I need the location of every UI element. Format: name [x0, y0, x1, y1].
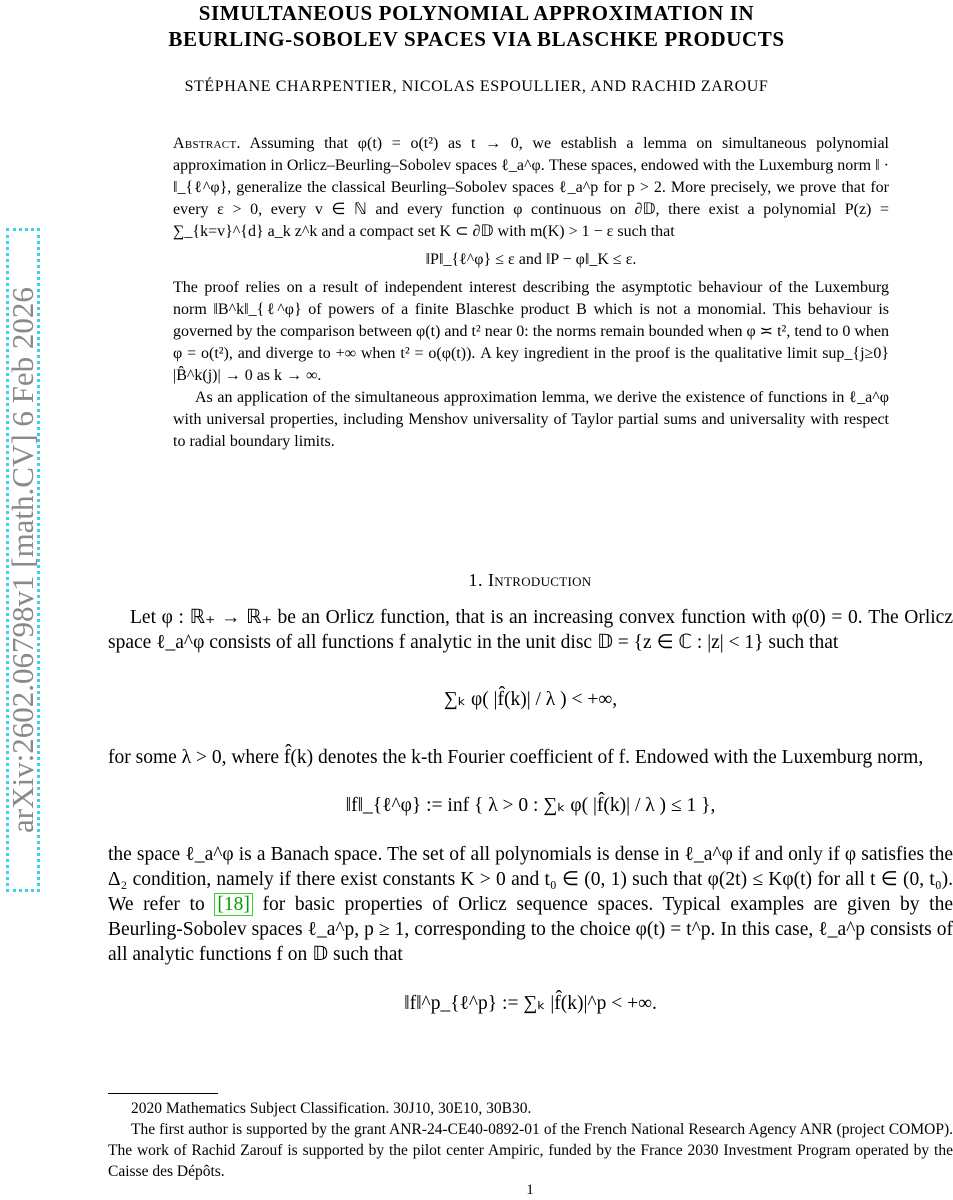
footnote-funding: The first author is supported by the grant ANR-24-CE40-0892-01 of the French National Research Agency ANR (project COMOP). The work of Rachid Zarouf is supported by the pilot center Ampiric, funded by the France 2030 Investment Program operated by the Caisse des Dépôts.	[108, 1121, 953, 1180]
abstract-label: Abstract.	[173, 135, 241, 152]
authors: STÉPHANE CHARPENTIER, NICOLAS ESPOULLIER, AND RACHID ZAROUF	[184, 78, 769, 95]
abstract-paragraph-3: As an application of the simultaneous approximation lemma, we derive the existence of functions in ℓ_a^φ with universal properties, including Menshov universality of Taylor partial sums and universality with respect to radial boundary limits.	[173, 389, 889, 450]
title-line-1: SIMULTANEOUS POLYNOMIAL APPROXIMATION IN	[198, 1, 755, 25]
abstract-equation: ‖P‖_{ℓ^φ} ≤ ε and ‖P − φ‖_K ≤ ε.	[425, 251, 637, 268]
abstract-text-1: Assuming that φ(t) = o(t²) as t → 0, we establish a lemma on simultaneous polynomial approximation in Orlicz–Beurling–Sobolev spaces ℓ_a^φ. These spaces, endowed with the Luxemburg norm ‖ · ‖_{ℓ^φ}, generalize the classical Beurling–Sobolev spaces ℓ_a^p for p > 2. More precisely, we prove that for every ε > 0, every v ∈ ℕ and every function φ continuous on ∂𝔻, there exist a polynomial P(z) = ∑_{k=v}^{d} a_k z^k and a compact set K ⊂ ∂𝔻 with m(K) > 1 − ε such that	[173, 135, 889, 240]
abstract-paragraph-1	[173, 133, 889, 243]
equation-luxemburg-norm: ‖f‖_{ℓ^φ} := inf { λ > 0 : ∑ₖ φ( |f̂(k)| / λ ) ≤ 1 },	[345, 795, 716, 816]
title-line-2: BEURLING-SOBOLEV SPACES VIA BLASCHKE PRODUCTS	[168, 27, 785, 51]
section-number: 1.	[468, 570, 483, 590]
abstract-paragraph-2: The proof relies on a result of independent interest describing the asymptotic behaviour of the Luxemburg norm ‖B^k‖_{ℓ^φ} of powers of a finite Blaschke product B which is not a monomial. This behaviour is governed by the comparison between φ(t) and t² near 0: the norms remain bounded when φ ≍ t², tend to 0 when φ = o(t²), and diverge to +∞ when t² = o(φ(t)). A key ingredient in the proof is the qualitative limit sup_{j≥0} |B̂^k(j)| → 0 as k → ∞.	[173, 279, 889, 384]
arxiv-stamp[interactable]: arXiv:2602.06798v1 [math.CV] 6 Feb 2026	[5, 287, 40, 833]
body-paragraph-3-part-1: the space ℓ_a^φ is a Banach space. The set of all polynomials is dense in ℓ_a^φ if and only if φ satisfies the Δ₂ condition, namely if there exist constants K > 0 and t₀ ∈ (0, 1) such that φ(2t) ≤ Kφ(t) for all t ∈ (0, t₀). We refer to	[108, 844, 953, 915]
paper-title	[0, 0, 953, 52]
body-paragraph-3	[108, 842, 953, 967]
citation-link[interactable]: [18]	[214, 893, 253, 916]
body-text	[108, 605, 953, 1041]
abstract	[173, 133, 889, 453]
equation-lp-norm: ‖f‖^p_{ℓ^p} := ∑ₖ |f̂(k)|^p < +∞.	[404, 993, 657, 1014]
equation-sum-condition: ∑ₖ φ( |f̂(k)| / λ ) < +∞,	[443, 689, 618, 710]
footnote-msc: 2020 Mathematics Subject Classification. 30J10, 30E10, 30B30.	[131, 1100, 532, 1117]
body-paragraph-3-part-2: for basic properties of Orlicz sequence spaces. Typical examples are given by the Beurling-Sobolev spaces ℓ_a^p, p ≥ 1, corresponding to the choice φ(t) = t^p. In this case, ℓ_a^p consists of all analytic functions f on 𝔻 such that	[108, 894, 953, 965]
body-paragraph-2: for some λ > 0, where f̂(k) denotes the k-th Fourier coefficient of f. Endowed with the Luxemburg norm,	[108, 747, 924, 768]
body-paragraph-1: Let φ : ℝ₊ → ℝ₊ be an Orlicz function, that is an increasing convex function with φ(0) = 0. The Orlicz space ℓ_a^φ consists of all functions f analytic in the unit disc 𝔻 = {z ∈ ℂ : |z| < 1} such that	[108, 607, 953, 653]
footnote-rule	[108, 1093, 218, 1094]
section-heading	[0, 570, 953, 591]
footnotes	[108, 1098, 953, 1182]
section-title: Introduction	[488, 570, 592, 590]
page-number: 1	[526, 1182, 534, 1198]
